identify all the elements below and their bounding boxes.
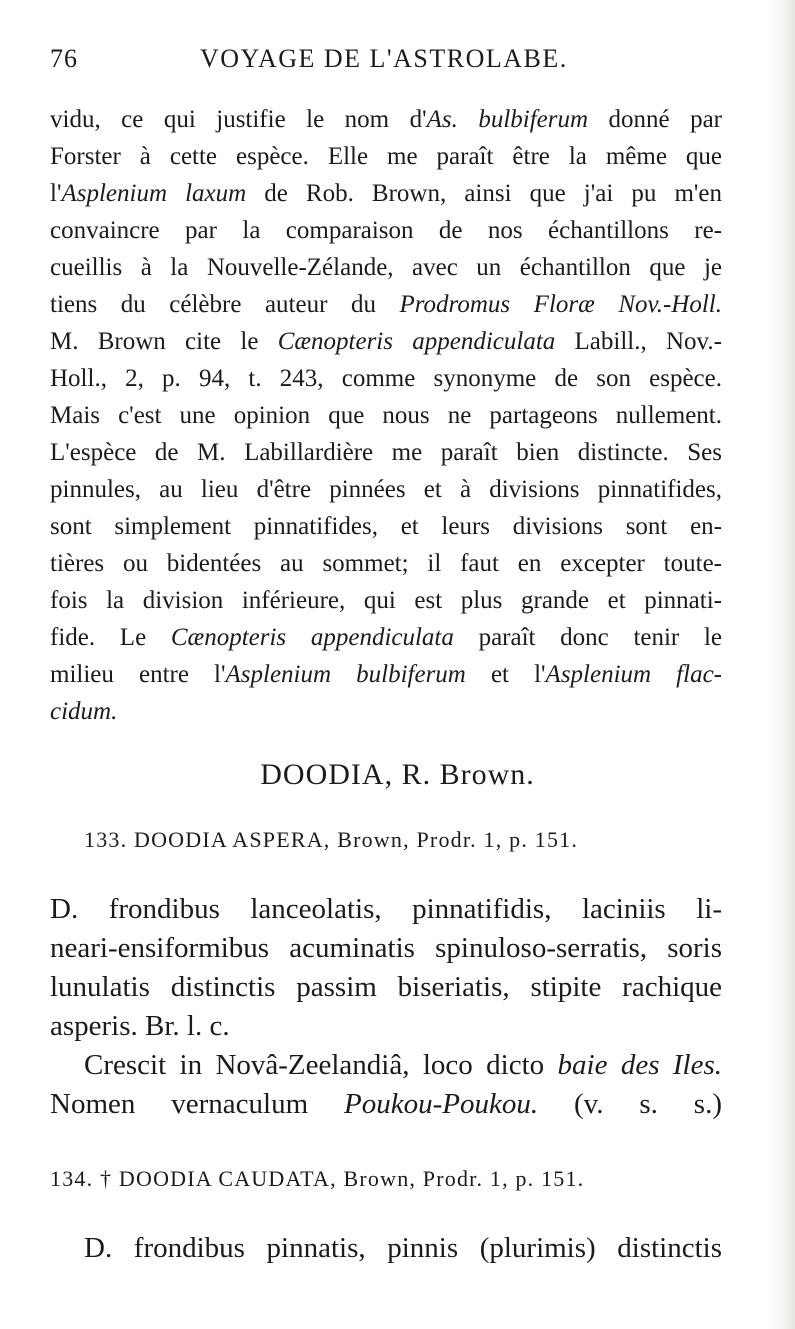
paragraph-line: M. Brown cite le Cænopteris appendiculata Labill., Nov.- [50,328,722,355]
paragraph-line: l'Asplenium laxum de Rob. Brown, ainsi que j'ai pu m'en [50,180,722,207]
paragraph-line: cidum. [50,698,118,725]
paragraph-line: cueillis à la Nouvelle-Zélande, avec un échantillon que je [50,254,722,281]
paragraph-line: Holl., 2, p. 94, t. 243, comme synonyme de son espèce. [50,365,722,392]
paragraph-line: fois la division inférieure, qui est plus grande et pinnati- [50,587,722,614]
genus-heading: DOODIA, R. Brown. [260,758,535,791]
paragraph-line: sont simplement pinnatifides, et leurs divisions sont en- [50,513,722,540]
paragraph-line: Mais c'est une opinion que nous ne partageons nullement. [50,402,722,429]
description-line: D. frondibus pinnatis, pinnis (plurimis) distinctis [84,1232,722,1264]
running-header [50,44,730,84]
species-heading: 134. † DOODIA CAUDATA, Brown, Prodr. 1, p. 151. [50,1166,585,1191]
habitat-line: Nomen vernaculum Poukou-Poukou. (v. s. s.) [50,1088,722,1120]
running-title: VOYAGE DE L'ASTROLABE. [200,44,568,73]
paragraph-line: convaincre par la comparaison de nos échantillons re- [50,217,722,244]
description-line: lunulatis distinctis passim biseriatis, stipite rachique [50,971,722,1003]
paragraph-line: vidu, ce qui justifie le nom d'As. bulbiferum donné par [50,106,722,133]
paragraph-line: L'espèce de M. Labillardière me paraît bien distincte. Ses [50,439,722,466]
page-edge-shadow [767,0,795,1329]
habitat-line: Crescit in Novâ-Zeelandiâ, loco dicto baie des Iles. [84,1049,722,1081]
species-heading: 133. DOODIA ASPERA, Brown, Prodr. 1, p. 151. [84,827,579,852]
description-line: asperis. Br. l. c. [50,1010,230,1042]
page-number: 76 [50,44,78,73]
paragraph-line: pinnules, au lieu d'être pinnées et à divisions pinnatifides, [50,476,722,503]
description-line: neari-ensiformibus acuminatis spinuloso-serratis, soris [50,932,722,964]
paragraph-line: milieu entre l'Asplenium bulbiferum et l'Asplenium flac- [50,661,722,688]
paragraph-line: Forster à cette espèce. Elle me paraît être la même que [50,143,722,170]
description-line: D. frondibus lanceolatis, pinnatifidis, laciniis li- [50,893,722,925]
paragraph-line: tières ou bidentées au sommet; il faut en excepter toute- [50,550,722,577]
paragraph-line: tiens du célèbre auteur du Prodromus Floræ Nov.-Holl. [50,291,722,318]
paragraph-line: fide. Le Cænopteris appendiculata paraît donc tenir le [50,624,722,651]
